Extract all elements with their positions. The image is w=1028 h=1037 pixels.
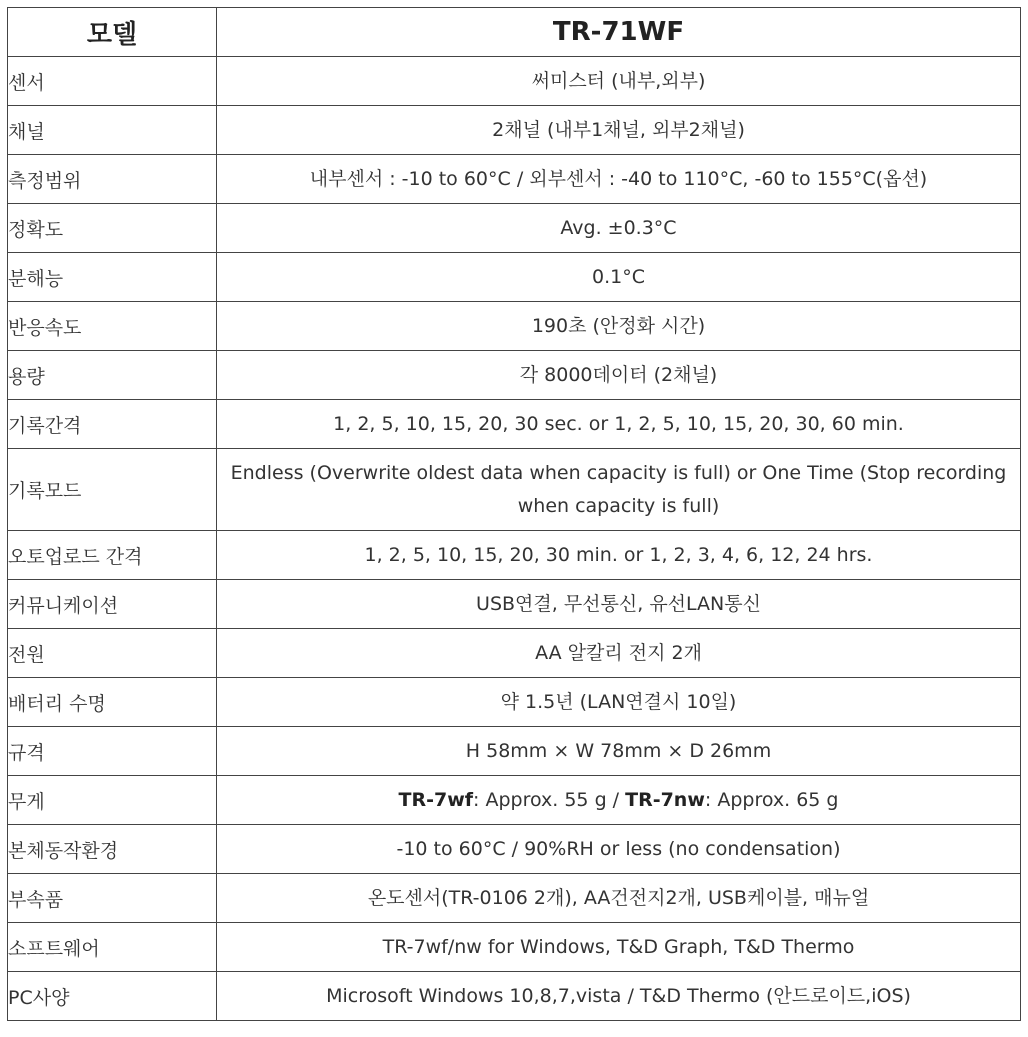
table-row xyxy=(8,776,1021,825)
spec-table xyxy=(7,7,1021,1021)
table-row xyxy=(8,727,1021,776)
row-value: 1, 2, 5, 10, 15, 20, 30 min. or 1, 2, 3, 4, 6, 12, 24 hrs. xyxy=(217,531,1021,580)
weight-text-a: : Approx. 55 g / xyxy=(473,788,626,811)
row-label: 정확도 xyxy=(8,204,217,253)
row-label: 채널 xyxy=(8,106,217,155)
table-row xyxy=(8,302,1021,351)
row-value: -10 to 60°C / 90%RH or less (no condensation) xyxy=(217,825,1021,874)
row-value: 2채널 (내부1채널, 외부2채널) xyxy=(217,106,1021,155)
row-value: 내부센서 : -10 to 60°C / 외부센서 : -40 to 110°C, -60 to 155°C(옵션) xyxy=(217,155,1021,204)
table-header-row xyxy=(8,8,1021,57)
row-label: 커뮤니케이션 xyxy=(8,580,217,629)
row-value: 1, 2, 5, 10, 15, 20, 30 sec. or 1, 2, 5, 10, 15, 20, 30, 60 min. xyxy=(217,400,1021,449)
model-name-b: TR-7nw xyxy=(625,788,705,811)
table-row xyxy=(8,531,1021,580)
row-label: PC사양 xyxy=(8,972,217,1021)
row-value: Microsoft Windows 10,8,7,vista / T&D Thermo (안드로이드,iOS) xyxy=(217,972,1021,1021)
table-row xyxy=(8,57,1021,106)
table-row xyxy=(8,923,1021,972)
row-value: AA 알칼리 전지 2개 xyxy=(217,629,1021,678)
table-row xyxy=(8,449,1021,531)
model-name-a: TR-7wf xyxy=(398,788,474,811)
row-value: 써미스터 (내부,외부) xyxy=(217,57,1021,106)
row-label: 기록간격 xyxy=(8,400,217,449)
table-row xyxy=(8,351,1021,400)
table-row xyxy=(8,678,1021,727)
row-value: 190초 (안정화 시간) xyxy=(217,302,1021,351)
table-row xyxy=(8,825,1021,874)
row-value: 온도센서(TR-0106 2개), AA건전지2개, USB케이블, 매뉴얼 xyxy=(217,874,1021,923)
row-value: USB연결, 무선통신, 유선LAN통신 xyxy=(217,580,1021,629)
table-row xyxy=(8,400,1021,449)
row-value: Endless (Overwrite oldest data when capacity is full) or One Time (Stop recording when capacity is full) xyxy=(217,449,1021,531)
row-label: 분해능 xyxy=(8,253,217,302)
table-row xyxy=(8,629,1021,678)
row-label: 용량 xyxy=(8,351,217,400)
row-label: 측정범위 xyxy=(8,155,217,204)
row-value: H 58mm × W 78mm × D 26mm xyxy=(217,727,1021,776)
row-value: TR-7wf/nw for Windows, T&D Graph, T&D Thermo xyxy=(217,923,1021,972)
row-label: 규격 xyxy=(8,727,217,776)
row-label: 센서 xyxy=(8,57,217,106)
table-row xyxy=(8,155,1021,204)
table-row xyxy=(8,972,1021,1021)
header-model: TR-71WF xyxy=(217,8,1021,57)
row-label: 반응속도 xyxy=(8,302,217,351)
table-row xyxy=(8,204,1021,253)
row-value: 약 1.5년 (LAN연결시 10일) xyxy=(217,678,1021,727)
table-row xyxy=(8,253,1021,302)
row-label: 소프트웨어 xyxy=(8,923,217,972)
table-row xyxy=(8,106,1021,155)
row-label: 오토업로드 간격 xyxy=(8,531,217,580)
weight-text-b: : Approx. 65 g xyxy=(704,788,839,811)
table-row xyxy=(8,580,1021,629)
row-value xyxy=(217,776,1021,825)
row-value: Avg. ±0.3°C xyxy=(217,204,1021,253)
row-value: 각 8000데이터 (2채널) xyxy=(217,351,1021,400)
table-row xyxy=(8,874,1021,923)
row-label: 부속품 xyxy=(8,874,217,923)
header-label: 모델 xyxy=(8,8,217,57)
row-label: 무게 xyxy=(8,776,217,825)
row-value: 0.1°C xyxy=(217,253,1021,302)
row-label: 기록모드 xyxy=(8,449,217,531)
row-label: 배터리 수명 xyxy=(8,678,217,727)
row-label: 본체동작환경 xyxy=(8,825,217,874)
row-label: 전원 xyxy=(8,629,217,678)
